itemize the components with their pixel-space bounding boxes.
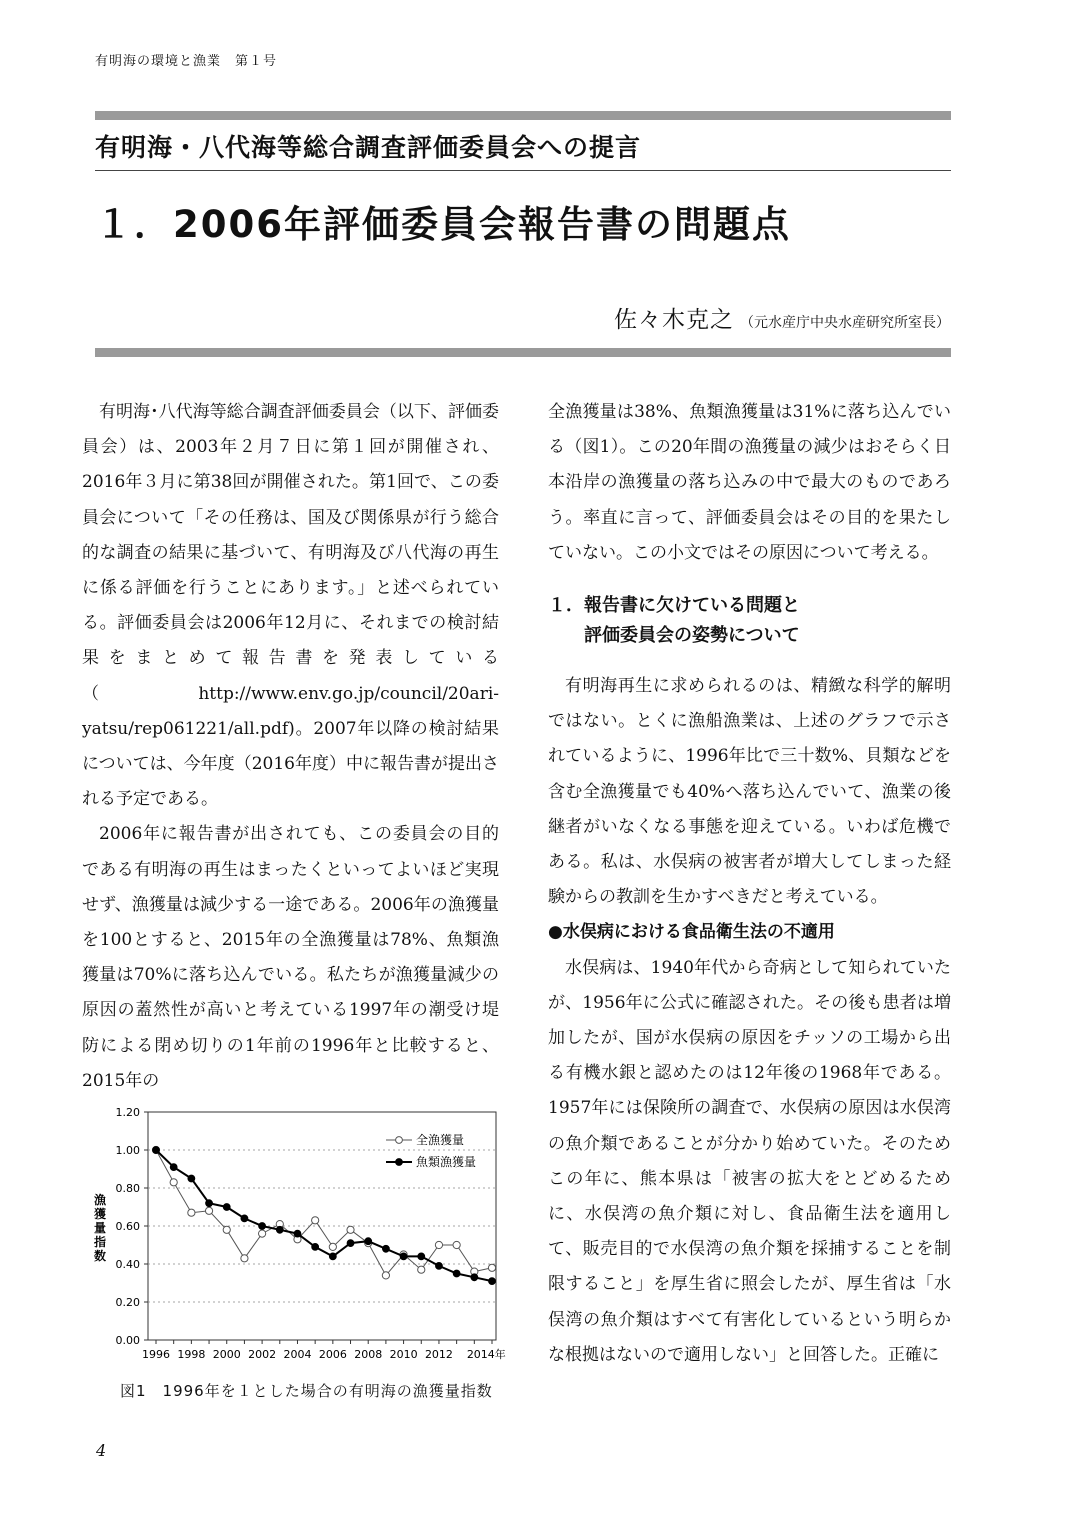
data-point [382,1245,389,1252]
y-tick-label: 0.80 [115,1182,140,1195]
data-point [329,1243,336,1250]
data-point [489,1278,496,1285]
body-paragraph: 有明海再生に求められるのは、精緻な科学的解明ではない。とくに漁船漁業は、上述のグラフで示されているように、1996年比で三十数%、貝類などを含む全漁獲量でも40%へ落ち込んでいて、漁業の後継者がいなくなる事態を迎えている。いわば危機である。私は、水俣病の被害者が増大してしまった経験からの教訓を生かすべきだと考えている。 [548,676,951,908]
body-paragraph: 水俣病は、1940年代から奇病として知られていたが、1956年に公式に確認された。その後も患者は増加したが、国が水俣病の原因をチッソの工場から出る有機水銀と認めたのは12年後の1968年である。1957年には保険所の調査で、水俣病の原因は水俣湾の魚介類であることが分かり始めていた。そのためこの年に、熊本県は「被害の拡大をとどめるために、水俣湾の魚介類に対し、食品衛生法を適用して、販売目的で水俣湾の魚介類を採捕することを制限すること」を厚生省に照会したが、厚生省は「水俣湾の魚介類はすべて有害化しているという明らかな根拠はないので適用しない」と回答した。正確に [548,957,951,1365]
data-point [170,1164,177,1171]
data-point [471,1274,478,1281]
data-point [365,1238,372,1245]
section-heading-line: 報告書に欠けている問題と [584,595,800,617]
data-point [294,1230,301,1237]
x-tick-label: 2002 [248,1348,277,1361]
series-title: 有明海・八代海等総合調査評価委員会への提言 [95,133,642,162]
author-line [614,301,950,334]
data-point [241,1215,248,1222]
data-point [382,1272,389,1279]
data-point [206,1200,213,1207]
data-point [418,1266,425,1273]
data-point [418,1253,425,1260]
body-paragraph: 有明海･八代海等総合調査評価委員会（以下、評価委員会）は、2003年２月７日に第１回が開催され、2016年３月に第38回が開催された。第1回で、この委員会について「その任務は、国及び関係県が行う総合的な調査の結果に基づいて、有明海及び八代海の再生に係る評価を行うことにあります。」と述べられている。評価委員会は2006年12月に、それまでの検討結果をまとめて報告書を発表している（http://www.env.go.jp/council/20ari-yatsu/rep061221/all.pdf)。2007年以降の検討結果については、今年度（2016年度）中に報告書が提出される予定である。 [82,402,499,810]
catch-index-chart [86,1100,506,1375]
x-tick-label: 2014年 [466,1348,506,1361]
legend-marker [396,1159,403,1166]
x-tick-label: 1996 [142,1348,170,1361]
y-axis-label-char: 獲 [93,1207,107,1221]
data-point [453,1270,460,1277]
data-point [259,1223,266,1230]
data-point [276,1226,283,1233]
left-column [82,395,499,1099]
y-axis-label-char: 漁 [93,1193,107,1207]
data-point [205,1207,212,1214]
y-tick-label: 1.20 [115,1106,140,1119]
data-point [241,1255,248,1262]
data-point [436,1263,443,1270]
author-name: 佐々木克之 [614,307,734,333]
legend-label: 全漁獲量 [416,1133,465,1147]
data-point [188,1175,195,1182]
x-tick-label: 2006 [318,1348,347,1361]
legend-marker [396,1137,403,1144]
data-point [223,1204,230,1211]
section-heading [548,591,951,651]
x-tick-label: 2012 [424,1348,453,1361]
data-point [488,1264,495,1271]
title-rule [95,170,951,171]
x-tick-label: 2010 [389,1348,418,1361]
data-point [329,1253,336,1260]
right-column [548,395,951,1373]
data-point [312,1244,319,1251]
data-point [453,1241,460,1248]
legend-label: 魚類漁獲量 [416,1155,477,1169]
body-paragraph: 全漁獲量は38%、魚類漁獲量は31%に落ち込んでいる（図1）。この20年間の漁獲量の減少はおそらく日本沿岸の漁獲量の落ち込みの中で最大のものであろう。率直に言って、評価委員会はその目的を果たしていない。この小文ではその原因について考える。 [548,402,951,563]
header-bottom-bar [95,348,951,357]
data-point [347,1240,354,1247]
data-point [435,1241,442,1248]
data-point [400,1253,407,1260]
data-point [188,1209,195,1216]
y-tick-label: 0.40 [115,1258,140,1271]
y-tick-label: 1.00 [115,1144,140,1157]
running-header: 有明海の環境と漁業 第１号 [95,54,278,69]
article-title: １．2006年評価委員会報告書の問題点 [95,203,791,246]
data-point [347,1226,354,1233]
data-point [153,1147,160,1154]
y-axis-label-char: 量 [93,1221,107,1235]
data-point [259,1230,266,1237]
data-point [223,1226,230,1233]
subheading: ●水俣病における食品衛生法の不適用 [548,922,835,943]
author-affiliation: （元水産庁中央水産研究所室長） [740,315,950,331]
y-tick-label: 0.20 [115,1296,140,1309]
series-line-fish [156,1150,492,1281]
page-number: 4 [96,1441,107,1460]
top-gray-bar [95,111,951,120]
x-tick-label: 1998 [177,1348,206,1361]
section-heading-line: 評価委員会の姿勢について [584,625,800,647]
x-tick-label: 2004 [283,1348,312,1361]
data-point [170,1179,177,1186]
body-paragraph: 2006年に報告書が出されても、この委員会の目的である有明海の再生はまったくといってよいほど実現せず、漁獲量は減少する一途である。2006年の漁獲量を100とすると、2015年の全漁獲量は78%、魚類漁獲量は70%に落ち込んでいる。私たちが漁獲量減少の原因の蓋然性が高いと考えている1997年の潮受け堤防による閉め切りの1年前の1996年と比較すると、2015年の [82,824,499,1091]
x-tick-label: 2008 [354,1348,383,1361]
data-point [312,1217,319,1224]
figure-caption: 図1 1996年を１とした場合の有明海の漁獲量指数 [120,1382,493,1400]
y-axis-label-char: 指 [93,1235,107,1249]
y-tick-label: 0.00 [115,1334,140,1347]
y-tick-label: 0.60 [115,1220,140,1233]
y-axis-label-char: 数 [93,1249,107,1263]
section-number: １． [548,595,584,617]
x-tick-label: 2000 [212,1348,241,1361]
